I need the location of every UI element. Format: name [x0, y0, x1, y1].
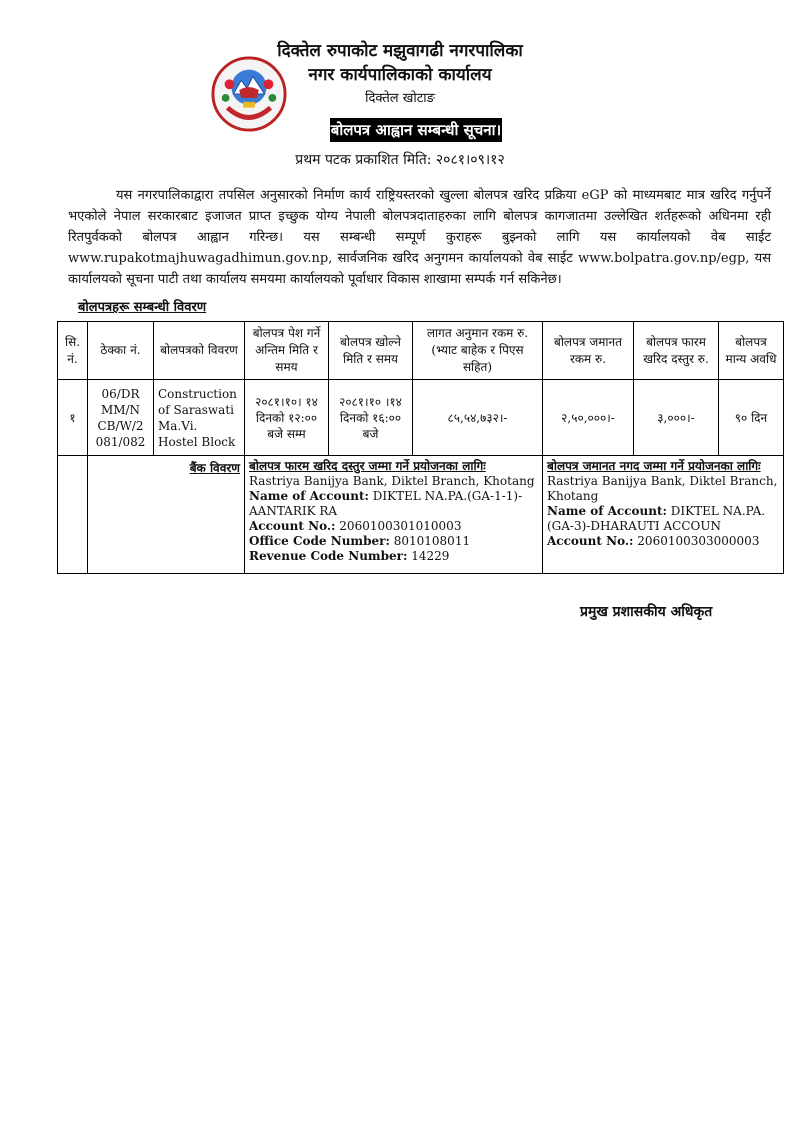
bank-details-row	[58, 456, 784, 574]
header-opening-date: बोलपत्र खोल्ने मिति र समय	[329, 322, 413, 380]
security-heading: बोलपत्र जमानत नगद जम्मा गर्ने प्रयोजनका लागिः	[547, 459, 761, 473]
office-name: नगर कार्यपालिकाको कार्यालय	[308, 65, 492, 85]
bank-spacer-cell	[58, 456, 88, 574]
header-description: बोलपत्रको विवरण	[154, 322, 245, 380]
revenue-code: Revenue Code Number: 14229	[249, 549, 450, 563]
form-fee-account-name: Name of Account: DIKTEL NA.PA.(GA-1-1)-AANTARIK RA	[249, 489, 523, 518]
cell-contract-no: 06/DR MM/N CB/W/2 081/082	[88, 380, 154, 456]
notice-paragraph-text: यस नगरपालिकाद्वारा तपसिल अनुसारको निर्माण कार्य राष्ट्रियस्तरको खुल्ला बोलपत्र खरिद प्रक्रिया eGP को माध्यमबाट मात्र खरिद गर्नुपर्ने भएकोले नेपाल सरकारबाट इजाजत प्राप्त इच्छुक योग्य नेपाली बोलपत्रदाताहरुका लागि बोलपत्र कागजातमा उल्लेखित शर्तहरूको अधिनमा रही रितपुर्वकको बोलपत्र आह्वान गरिन्छ। यस सम्बन्धी सम्पूर्ण कुराहरू बुझ्नको लागि यस कार्यालयको वेब साईट www.rupakotmajhuwagadhimun.gov.np, सार्वजनिक खरिद अनुगमन कार्यालयको वेब साईट www.bolpatra.gov.np/egp, यस कार्यालयको सूचना पाटी तथा कार्यालय समयमा कार्यालयको पूर्वाधार विकास शाखामा सम्पर्क गर्न सकिनेछ।	[68, 188, 771, 287]
header-cost-estimate: लागत अनुमान रकम रु. (भ्याट बाहेक र पिएस सहित)	[413, 322, 543, 380]
header-sn: सि. नं.	[58, 322, 88, 380]
cell-submission-deadline: २०८१।१०। १४ दिनको १२:०० बजे सम्म	[245, 380, 329, 456]
signature: प्रमुख प्रशासकीय अधिकृत	[580, 604, 713, 620]
bank-details-label: बैंक विवरण	[88, 456, 245, 574]
header-submission-deadline: बोलपत्र पेश गर्ने अन्तिम मिति र समय	[245, 322, 329, 380]
form-fee-bank-details	[245, 456, 543, 574]
header-validity: बोलपत्र मान्य अवधि	[719, 322, 784, 380]
cell-sn: १	[58, 380, 88, 456]
office-code: Office Code Number: 8010108011	[249, 534, 471, 548]
security-bank-details	[543, 456, 784, 574]
cell-form-fee: ३,०००।-	[634, 380, 719, 456]
header-contract-no: ठेक्का नं.	[88, 322, 154, 380]
form-fee-account-no: Account No.: 2060100301010003	[249, 519, 462, 533]
header-bid-security: बोलपत्र जमानत रकम रु.	[543, 322, 634, 380]
bid-table	[57, 321, 784, 574]
security-account-no: Account No.: 2060100303000003	[547, 534, 760, 548]
cell-cost-estimate: ८५,५४,७३२।-	[413, 380, 543, 456]
table-header-row	[58, 322, 784, 380]
table-row	[58, 380, 784, 456]
security-account-name: Name of Account: DIKTEL NA.PA.(GA-3)-DHARAUTI ACCOUN	[547, 504, 766, 533]
form-fee-bank-name: Rastriya Banijya Bank, Diktel Branch, Khotang	[249, 474, 535, 488]
office-location: दिक्तेल खोटाङ	[365, 91, 435, 106]
publication-date: प्रथम पटक प्रकाशित मिति: २०८१।०९।१२	[295, 152, 505, 168]
form-fee-heading: बोलपत्र फारम खरिद दस्तुर जम्मा गर्ने प्रयोजनका लागिः	[249, 459, 486, 473]
cell-bid-security: २,५०,०००।-	[543, 380, 634, 456]
municipality-name: दिक्तेल रुपाकोट मझुवागढी नगरपालिका	[277, 41, 523, 61]
cell-opening-date: २०८१।१० ।१४ दिनको १६:०० बजे	[329, 380, 413, 456]
notice-paragraph	[68, 185, 771, 290]
security-bank-name: Rastriya Banijya Bank, Diktel Branch, Khotang	[547, 474, 778, 503]
cell-description: Construction of Saraswati Ma.Vi. Hostel Block	[154, 380, 245, 456]
header-form-fee: बोलपत्र फारम खरिद दस्तुर रु.	[634, 322, 719, 380]
cell-validity: ९० दिन	[719, 380, 784, 456]
section-title: बोलपत्रहरू सम्बन्धी विवरण	[78, 300, 207, 315]
notice-title: बोलपत्र आह्वान सम्बन्धी सूचना।	[330, 118, 502, 142]
